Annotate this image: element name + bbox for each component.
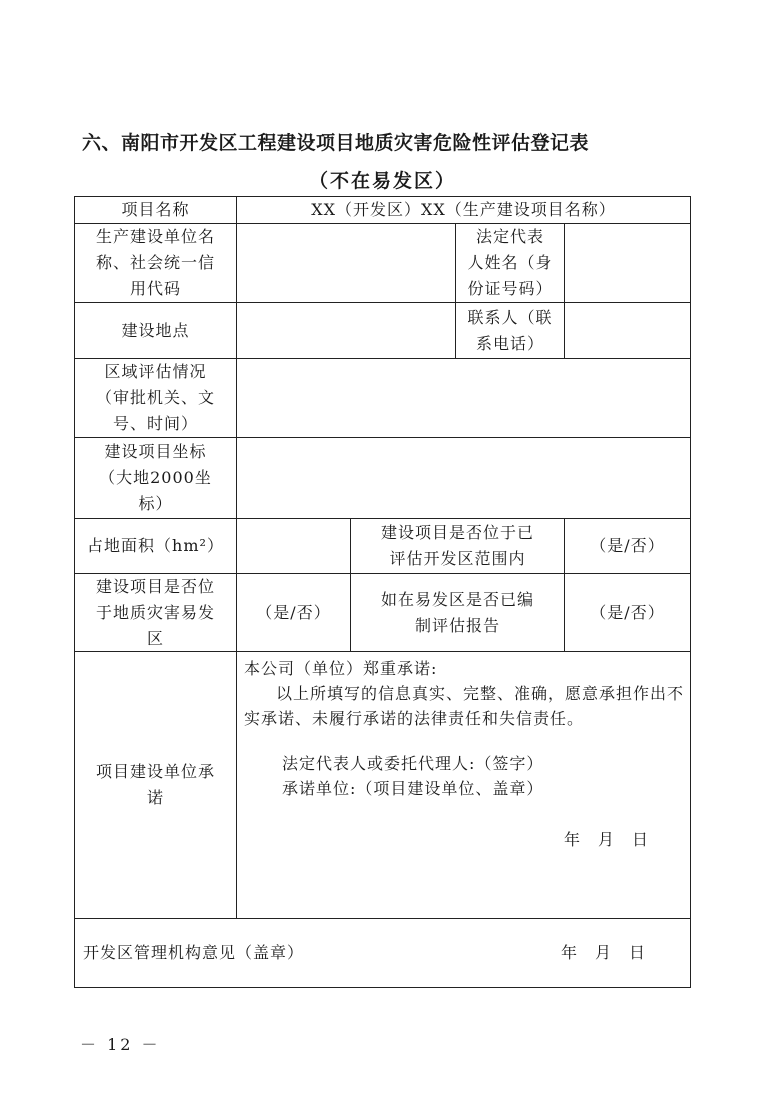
report-value[interactable]: （是/否）	[590, 602, 665, 622]
coords-value-field[interactable]	[237, 438, 690, 518]
contact-value-field[interactable]	[565, 303, 690, 358]
regional-eval-value-field[interactable]	[237, 359, 690, 437]
commitment-line-1: 本公司（单位）郑重承诺:	[244, 659, 438, 678]
area-label: 占地面积（hm²）	[87, 536, 224, 555]
area-value-field[interactable]	[237, 519, 350, 573]
page-title: 六、南阳市开发区工程建设项目地质灾害危险性评估登记表	[82, 132, 590, 154]
legal-rep-value-field[interactable]	[565, 224, 690, 302]
legal-rep-label: 法定代表 人姓名（身 份证号码）	[467, 227, 553, 298]
contact-label: 联系人（联 系电话）	[467, 307, 553, 353]
location-value-field[interactable]	[237, 303, 455, 358]
in-evaluated-value[interactable]: （是/否）	[590, 536, 665, 555]
project-name-value: XX（开发区）XX（生产建设项目名称）	[311, 200, 616, 219]
in-hazard-value[interactable]: （是/否）	[256, 602, 331, 622]
page-subtitle: （不在易发区）	[308, 170, 456, 192]
report-label: 如在易发区是否已编 制评估报告	[380, 589, 534, 635]
unit-label: 生产建设单位名 称、社会统一信 用代码	[95, 227, 215, 298]
location-label: 建设地点	[121, 320, 190, 340]
in-hazard-label: 建设项目是否位 于地质灾害易发 区	[95, 576, 215, 648]
mgmt-opinion-label: 开发区管理机构意见（盖章）	[83, 943, 305, 962]
commitment-label: 项目建设单位承 诺	[95, 762, 215, 807]
project-name-label: 项目名称	[121, 200, 190, 219]
coords-label: 建设项目坐标 （大地2000坐 标）	[99, 442, 212, 513]
commitment-line-2: 以上所填写的信息真实、完整、准确，愿意承担作出不实承诺、未履行承诺的法律责任和失信责任。	[244, 684, 685, 728]
commitment-text	[244, 656, 689, 852]
commitment-sign: 法定代表人或委托代理人:（签字）	[282, 754, 544, 773]
regional-eval-label: 区域评估情况 （审批机关、文 号、时间）	[95, 362, 215, 433]
commitment-date: 年 月 日	[563, 830, 649, 849]
commitment-unit: 承诺单位:（项目建设单位、盖章）	[282, 779, 544, 798]
page-number: － 12 －	[80, 1035, 161, 1054]
table-border-right	[690, 196, 691, 988]
table-border-bottom	[74, 987, 691, 988]
unit-value-field[interactable]	[237, 224, 455, 302]
in-evaluated-label: 建设项目是否位于已 评估开发区范围内	[380, 523, 534, 568]
mgmt-date: 年 月 日	[560, 943, 646, 962]
